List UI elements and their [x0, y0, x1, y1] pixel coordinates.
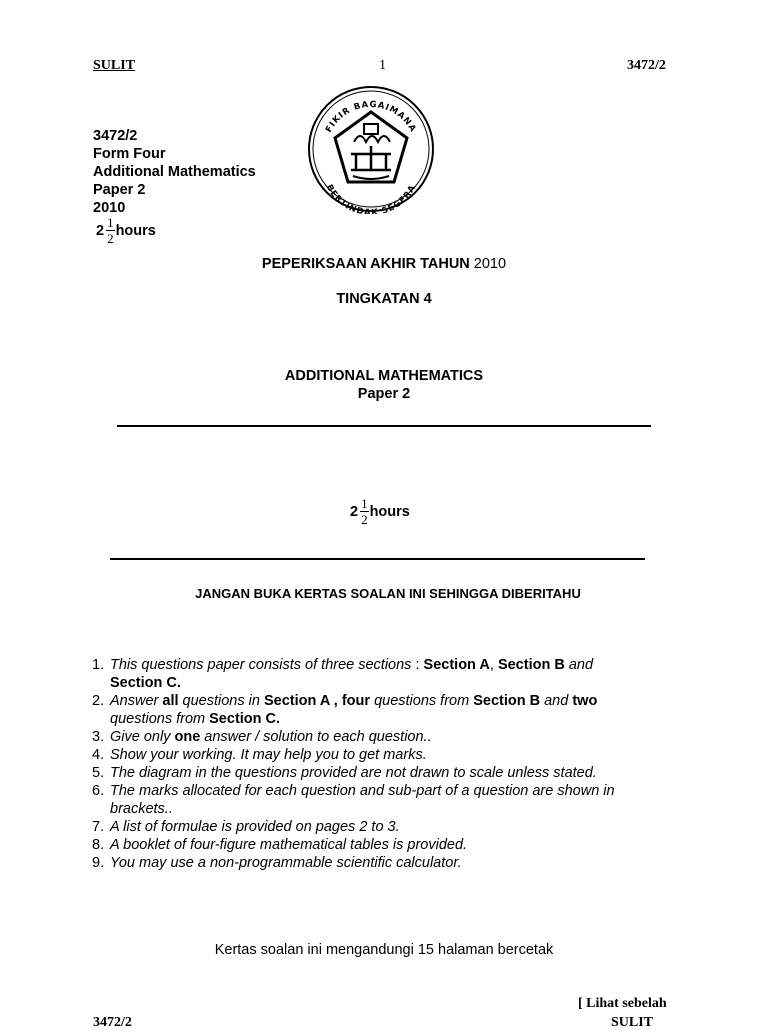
duration-unit: hours [115, 222, 156, 239]
exam-level: TINGKATAN 4 [336, 291, 432, 307]
exam-paper: Paper 2 [357, 386, 411, 402]
instruction-number: 9. [92, 855, 105, 871]
instruction-item [92, 836, 692, 854]
meta-form: Form Four [93, 146, 166, 162]
instruction-number: 8. [92, 837, 105, 853]
exam-duration [350, 497, 410, 526]
instruction-text: Section C. [110, 675, 181, 691]
meta-code: 3472/2 [93, 128, 138, 144]
instruction-text: questions from [370, 693, 474, 709]
svg-text:BERTINDAK SEGERA: BERTINDAK SEGERA [323, 183, 419, 214]
divider-bottom [110, 558, 645, 560]
exam-duration-whole: 2 [350, 503, 359, 520]
duration-whole: 2 [96, 222, 105, 239]
instruction-item [92, 854, 692, 872]
duration-numerator: 1 [107, 215, 114, 230]
meta-paper: Paper 2 [93, 182, 146, 198]
header-sulit: SULIT [93, 58, 136, 73]
svg-text:FIKIR BAGAIMANA: FIKIR BAGAIMANA [324, 99, 418, 135]
instruction-text: The marks allocated for each question and sub-part of a question are shown in brackets.. [110, 783, 615, 817]
instruction-item [92, 728, 692, 746]
instruction-number: 4. [92, 747, 105, 763]
instruction-text: and [540, 693, 573, 709]
instruction-text: Section B [497, 657, 565, 673]
instruction-item [92, 782, 692, 818]
instruction-text: two [572, 693, 598, 709]
instructions-list [92, 656, 692, 872]
header-code: 3472/2 [627, 58, 666, 73]
turn-over-note: [ Lihat sebelah [578, 996, 667, 1011]
instruction-text: : [411, 657, 424, 673]
meta-subject: Additional Mathematics [93, 164, 256, 180]
duration-denominator: 2 [107, 231, 114, 246]
exam-year: 2010 [473, 256, 507, 272]
instruction-number: 6. [92, 783, 105, 799]
exam-subject: ADDITIONAL MATHEMATICS [284, 368, 484, 384]
instruction-item [92, 818, 692, 836]
school-logo-icon [306, 84, 436, 214]
exam-duration-denominator: 2 [361, 512, 368, 527]
instruction-text: answer / solution to each question.. [200, 729, 432, 745]
instruction-text: A list of formulae is provided on pages 2 to 3. [110, 819, 400, 835]
instruction-number: 3. [92, 729, 105, 745]
instruction-text: Give only [110, 729, 175, 745]
instruction-text: The diagram in the questions provided are not drawn to scale unless stated. [110, 765, 597, 781]
instruction-text: Answer [110, 693, 163, 709]
exam-warning: JANGAN BUKA KERTAS SOALAN INI SEHINGGA DIBERITAHU [195, 586, 581, 601]
instruction-text: and [564, 657, 594, 673]
instruction-number: 7. [92, 819, 105, 835]
instruction-text: all [162, 693, 179, 709]
instruction-text: Section B [473, 693, 541, 709]
instruction-text: This questions paper consists of three sections [110, 657, 412, 673]
instruction-item [92, 692, 692, 728]
instruction-text: questions from [110, 711, 210, 727]
exam-duration-unit: hours [369, 503, 410, 520]
paper-meta [93, 127, 256, 217]
page-number: 1 [379, 58, 386, 73]
instruction-item [92, 764, 692, 782]
instruction-text: , [489, 657, 498, 673]
instruction-number: 2. [92, 693, 105, 709]
instruction-number: 1. [92, 657, 105, 673]
instruction-text: Show your working. It may help you to get marks. [110, 747, 427, 763]
divider-top [117, 425, 651, 427]
meta-year: 2010 [93, 200, 126, 216]
instruction-item [92, 746, 692, 764]
instruction-text: Section A [423, 657, 490, 673]
instruction-text: one [174, 729, 201, 745]
instruction-text: Section C. [209, 711, 281, 727]
exam-title [0, 256, 768, 272]
exam-title-text: PEPERIKSAAN AKHIR TAHUN [261, 256, 470, 272]
footer-code: 3472/2 [93, 1015, 132, 1030]
page-count-note: Kertas soalan ini mengandungi 15 halaman bercetak [214, 942, 554, 958]
instruction-item [92, 656, 692, 692]
instruction-number: 5. [92, 765, 105, 781]
footer-sulit: SULIT [611, 1015, 654, 1030]
instruction-text: You may use a non-programmable scientific calculator. [110, 855, 462, 871]
exam-duration-numerator: 1 [361, 496, 368, 511]
instruction-text: questions in [178, 693, 264, 709]
instruction-text: Section A , four [263, 693, 371, 709]
instruction-text: A booklet of four-figure mathematical tables is provided. [110, 837, 468, 853]
meta-duration [96, 216, 156, 245]
